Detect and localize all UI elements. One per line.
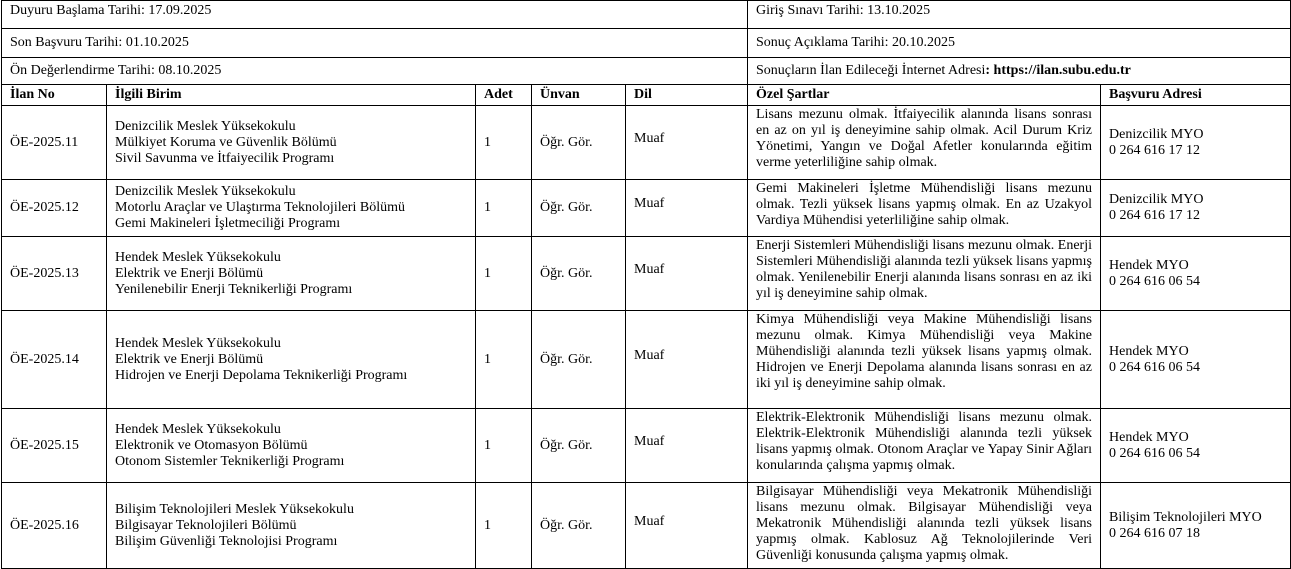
ilgili-birim <box>107 311 476 409</box>
table-row <box>2 409 1291 483</box>
birim-program: Yenilenebilir Enerji Teknikerliği Programı <box>115 281 353 297</box>
result-announcement-date: Sonuç Açıklama Tarihi: 20.10.2025 <box>748 29 1291 58</box>
header-adet: Adet <box>476 85 532 106</box>
adet: 1 <box>476 311 532 409</box>
unvan: Öğr. Gör. <box>532 409 626 483</box>
birim-department: Elektrik ve Enerji Bölümü <box>115 265 264 281</box>
unvan: Öğr. Gör. <box>532 483 626 569</box>
unvan: Öğr. Gör. <box>532 180 626 237</box>
ozel-sartlar: Bilgisayar Mühendisliği veya Mekatronik Mühendisliği lisans mezunu olmak. Bilgisayar Mühendisliği veya Mekatronik Mühendisliği alanında tezli yüksek lisans yapmış olmak. Kablosuz Ağ Teknolojilerinde Veri Güvenliği konusunda çalışma yapmış olmak. <box>748 483 1101 569</box>
adet: 1 <box>476 237 532 311</box>
dil <box>626 180 748 237</box>
header-basvuru-adresi: Başvuru Adresi <box>1101 85 1291 106</box>
birim-school: Bilişim Teknolojileri Meslek Yüksekokulu <box>115 501 354 517</box>
ozel-sartlar: Gemi Makineleri İşletme Mühendisliği lisans mezunu olmak. Tezli yüksek lisans yapmış olmak. En az Uzakyol Vardiya Mühendisi yeterliliğine sahip olmak. <box>748 180 1101 237</box>
birim-school: Hendek Meslek Yüksekokulu <box>115 249 281 265</box>
birim-program: Otonom Sistemler Teknikerliği Programı <box>115 453 345 469</box>
dil-value: Muaf <box>634 196 665 211</box>
info-row <box>2 58 1291 85</box>
ilgili-birim <box>107 180 476 237</box>
table-row <box>2 311 1291 409</box>
basvuru-adresi <box>1101 311 1291 409</box>
table-row <box>2 180 1291 237</box>
pre-evaluation-date: Ön Değerlendirme Tarihi: 08.10.2025 <box>2 58 748 85</box>
adres-unit: Denizcilik MYO <box>1109 126 1204 142</box>
info-row <box>2 1 1291 29</box>
last-application-date: Son Başvuru Tarihi: 01.10.2025 <box>2 29 748 58</box>
adres-phone: 0 264 616 07 18 <box>1109 525 1200 541</box>
dil <box>626 311 748 409</box>
adres-phone: 0 264 616 06 54 <box>1109 359 1200 375</box>
ilgili-birim <box>107 106 476 180</box>
dil <box>626 409 748 483</box>
adet: 1 <box>476 409 532 483</box>
basvuru-adresi <box>1101 106 1291 180</box>
table-row <box>2 483 1291 569</box>
header-ozel-sartlar: Özel Şartlar <box>748 85 1101 106</box>
adet: 1 <box>476 180 532 237</box>
announcement-info-table <box>1 0 1291 85</box>
adres-phone: 0 264 616 17 12 <box>1109 142 1200 158</box>
birim-department: Bilgisayar Teknolojileri Bölümü <box>115 517 297 533</box>
header-ilgili-birim: İlgili Birim <box>107 85 476 106</box>
ozel-sartlar: Elektrik-Elektronik Mühendisliği lisans mezunu olmak. Elektrik-Elektronik Mühendisliği alanında tezli yüksek lisans yapmış olmak. Otonom Araçlar ve Yapay Sinir Ağları konularında çalışma yapmış olmak. <box>748 409 1101 483</box>
adres-phone: 0 264 616 06 54 <box>1109 273 1200 289</box>
birim-program: Hidrojen ve Enerji Depolama Teknikerliği Programı <box>115 367 408 383</box>
adres-phone: 0 264 616 17 12 <box>1109 208 1200 223</box>
ilan-no: ÖE-2025.12 <box>2 180 107 237</box>
dil <box>626 106 748 180</box>
results-url-label: Sonuçların İlan Edileceği İnternet Adresi <box>756 63 986 78</box>
results-url-cell <box>748 58 1291 85</box>
adet: 1 <box>476 483 532 569</box>
ilan-no: ÖE-2025.14 <box>2 311 107 409</box>
birim-school: Denizcilik Meslek Yüksekokulu <box>115 184 296 199</box>
birim-department: Elektronik ve Otomasyon Bölümü <box>115 437 308 453</box>
birim-department: Mülkiyet Koruma ve Güvenlik Bölümü <box>115 134 337 150</box>
table-header-row <box>2 85 1291 106</box>
ilgili-birim <box>107 483 476 569</box>
results-url-colon: : <box>985 63 994 78</box>
table-row <box>2 106 1291 180</box>
basvuru-adresi <box>1101 180 1291 237</box>
birim-program: Bilişim Güvenliği Teknolojisi Programı <box>115 533 338 549</box>
ozel-sartlar: Lisans mezunu olmak. İtfaiyecilik alanında lisans sonrası en az on yıl iş deneyimine sahip olmak. Acil Durum Kriz Yönetimi, Yangın ve Doğal Afetler konularında eğitim verme yeterliliğine sahip olmak. <box>748 106 1101 180</box>
header-unvan: Ünvan <box>532 85 626 106</box>
birim-program: Gemi Makineleri İşletmeciliği Programı <box>115 216 341 231</box>
ilan-no: ÖE-2025.13 <box>2 237 107 311</box>
birim-school: Hendek Meslek Yüksekokulu <box>115 335 281 351</box>
table-row <box>2 237 1291 311</box>
ilan-no: ÖE-2025.15 <box>2 409 107 483</box>
adres-unit: Denizcilik MYO <box>1109 192 1204 207</box>
dil-value: Muaf <box>634 261 665 277</box>
header-ilan-no: İlan No <box>2 85 107 106</box>
birim-school: Denizcilik Meslek Yüksekokulu <box>115 118 296 134</box>
birim-school: Hendek Meslek Yüksekokulu <box>115 421 281 437</box>
info-row <box>2 29 1291 58</box>
dil <box>626 237 748 311</box>
adet: 1 <box>476 106 532 180</box>
basvuru-adresi <box>1101 237 1291 311</box>
unvan: Öğr. Gör. <box>532 237 626 311</box>
announcement-start-date: Duyuru Başlama Tarihi: 17.09.2025 <box>2 1 748 29</box>
adres-unit: Hendek MYO <box>1109 343 1189 359</box>
unvan: Öğr. Gör. <box>532 311 626 409</box>
birim-department: Elektrik ve Enerji Bölümü <box>115 351 264 367</box>
ilgili-birim <box>107 409 476 483</box>
basvuru-adresi <box>1101 483 1291 569</box>
dil-value: Muaf <box>634 513 665 529</box>
ozel-sartlar: Kimya Mühendisliği veya Makine Mühendisliği lisans mezunu olmak. Kimya Mühendisliği veya Makine Mühendisliği alanında tezli yüksek lisans yapmış olmak. Hidrojen ve Enerji Depolama alanında lisans sonrası en az iki yıl iş deneyimine sahip olmak. <box>748 311 1101 409</box>
entrance-exam-date: Giriş Sınavı Tarihi: 13.10.2025 <box>748 1 1291 29</box>
dil-value: Muaf <box>634 130 665 146</box>
ilgili-birim <box>107 237 476 311</box>
positions-table <box>1 84 1291 569</box>
ilan-no: ÖE-2025.11 <box>2 106 107 180</box>
dil-value: Muaf <box>634 347 665 363</box>
birim-department: Motorlu Araçlar ve Ulaştırma Teknolojileri Bölümü <box>115 200 405 215</box>
ilan-no: ÖE-2025.16 <box>2 483 107 569</box>
header-dil: Dil <box>626 85 748 106</box>
ozel-sartlar: Enerji Sistemleri Mühendisliği lisans mezunu olmak. Enerji Sistemleri Mühendisliği alanında tezli yüksek lisans yapmış olmak. Yenilenebilir Enerji alanında lisans sonrası en az iki yıl iş deneyimine sahip olmak. <box>748 237 1101 311</box>
dil-value: Muaf <box>634 433 665 449</box>
dil <box>626 483 748 569</box>
adres-phone: 0 264 616 06 54 <box>1109 445 1200 461</box>
unvan: Öğr. Gör. <box>532 106 626 180</box>
birim-program: Sivil Savunma ve İtfaiyecilik Programı <box>115 150 335 166</box>
adres-unit: Hendek MYO <box>1109 429 1189 445</box>
basvuru-adresi <box>1101 409 1291 483</box>
results-url-link[interactable]: https://ilan.subu.edu.tr <box>993 63 1131 78</box>
adres-unit: Hendek MYO <box>1109 257 1189 273</box>
adres-unit: Bilişim Teknolojileri MYO <box>1109 509 1262 525</box>
